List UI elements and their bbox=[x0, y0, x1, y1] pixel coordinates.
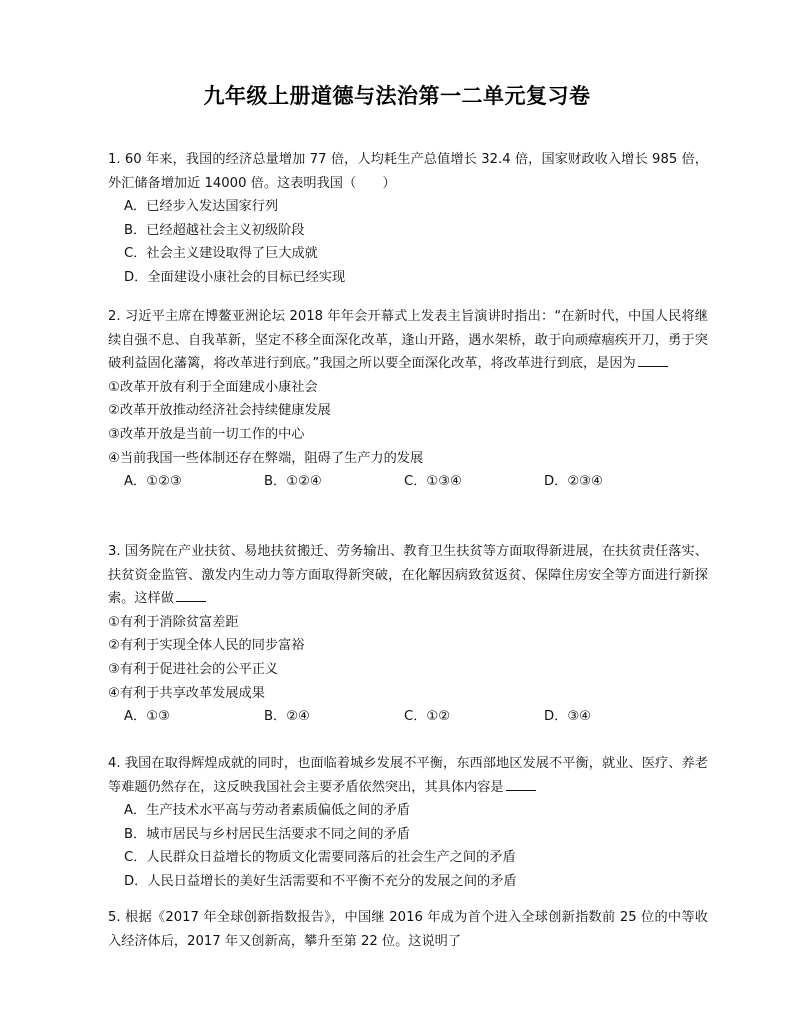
option-b: B．城市居民与乡村居民生活要求不同之间的矛盾 bbox=[124, 826, 410, 842]
option-a: A．生产技术水平高与劳动者素质偏低之间的矛盾 bbox=[124, 803, 410, 819]
answer-blank bbox=[506, 776, 536, 791]
page-title: 九年级上册道德与法治第一二单元复习卷 bbox=[203, 83, 591, 108]
option-c: C．①② bbox=[404, 709, 451, 725]
statement-2: ②有利于实现全体人民的同步富裕 bbox=[108, 638, 305, 654]
option-c: C．人民群众日益增长的物质文化需要同落后的社会生产之间的矛盾 bbox=[124, 850, 516, 866]
question-3 bbox=[108, 540, 708, 729]
question-1 bbox=[108, 148, 708, 290]
statement-1: ①有利于消除贫富差距 bbox=[108, 614, 239, 630]
option-b: B．①②④ bbox=[264, 474, 322, 490]
question-text: 1. 60 年来，我国的经济总量增加 77 倍，人均耗生产总值增长 32.4 倍，国家财政收入增长 985 倍，外汇储备增加近 14000 倍。这表明我国（ ） bbox=[108, 152, 708, 191]
option-a: A．①②③ bbox=[124, 474, 182, 490]
question-text: 5. 根据《2017 年全球创新指数报告》，中国继 2016 年成为首个进入全球创新指数前 25 位的中等收入经济体后，2017 年又创新高，攀升至第 22 位。这说明了 bbox=[108, 910, 708, 949]
answer-blank bbox=[638, 352, 668, 367]
option-d: D．人民日益增长的美好生活需要和不平衡不充分的发展之间的矛盾 bbox=[124, 873, 517, 889]
question-4 bbox=[108, 752, 708, 894]
question-text: 2. 习近平主席在博鳌亚洲论坛 2018 年年会开幕式上发表主旨演讲时指出：“在新时代，中国人民将继续自强不息、自我革新，坚定不移全面深化改革，逢山开路，遇水架桥，敢于向顽瘴痼疾开刀，勇于突破利益固化藩篱，将改革进行到底。”我国之所以要全面深化改革，将改革进行到底，是因为 bbox=[108, 309, 708, 372]
question-text: 4. 我国在取得辉煌成就的同时，也面临着城乡发展不平衡，东西部地区发展不平衡，就业、医疗、养老等难题仍然存在，这反映我国社会主要矛盾依然突出，其具体内容是 bbox=[108, 756, 708, 795]
statement-3: ③有利于促进社会的公平正义 bbox=[108, 661, 279, 677]
option-d: D．③④ bbox=[544, 709, 591, 725]
option-b: B．已经超越社会主义初级阶段 bbox=[124, 222, 305, 238]
statement-3: ③改革开放是当前一切工作的中心 bbox=[108, 426, 305, 442]
statement-4: ④有利于共享改革发展成果 bbox=[108, 685, 265, 701]
option-a: A．已经步入发达国家行列 bbox=[124, 199, 279, 215]
statement-1: ①改革开放有利于全面建成小康社会 bbox=[108, 379, 318, 395]
statement-4: ④当前我国一些体制还存在弊端，阻碍了生产力的发展 bbox=[108, 450, 424, 466]
options-row bbox=[108, 705, 708, 729]
option-d: D．②③④ bbox=[544, 474, 603, 490]
answer-blank bbox=[176, 587, 206, 602]
option-c: C．社会主义建设取得了巨大成就 bbox=[124, 246, 318, 262]
question-5 bbox=[108, 906, 708, 953]
options-row bbox=[108, 470, 708, 494]
statement-2: ②改革开放推动经济社会持续健康发展 bbox=[108, 403, 331, 419]
question-text: 3. 国务院在产业扶贫、易地扶贫搬迁、劳务输出、教育卫生扶贫等方面取得新进展，在扶贫责任落实、扶贫资金监管、激发内生动力等方面取得新突破，在化解因病致贫返贫、保障住房安全等方面进行新探索。这样做 bbox=[108, 544, 708, 607]
option-d: D．全面建设小康社会的目标已经实现 bbox=[124, 269, 346, 285]
question-2 bbox=[108, 305, 708, 494]
option-b: B．②④ bbox=[264, 709, 310, 725]
option-c: C．①③④ bbox=[404, 474, 462, 490]
option-a: A．①③ bbox=[124, 709, 170, 725]
